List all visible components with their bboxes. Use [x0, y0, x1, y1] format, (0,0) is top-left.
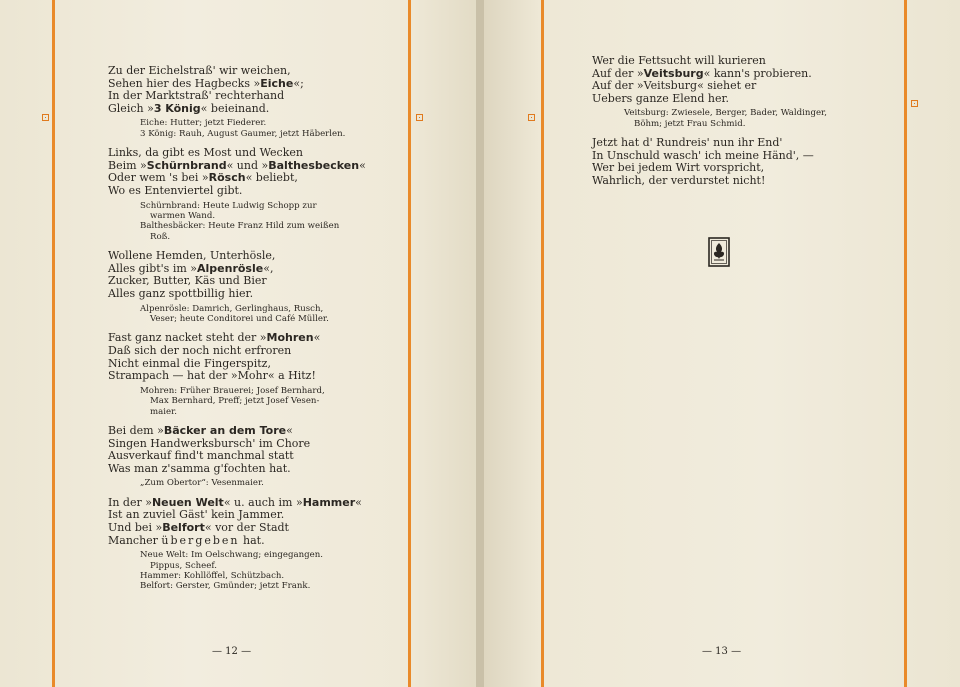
- verse-text: Bei dem »: [108, 423, 164, 437]
- verse-line: [592, 175, 854, 188]
- verse-text: hat.: [239, 533, 265, 547]
- verse-text: Fast ganz nacket steht der »: [108, 331, 267, 345]
- verse-text: Auf der »Veitsburg« siehet er: [592, 79, 757, 93]
- verse-text: Wahrlich, der verdurstet nicht!: [592, 173, 766, 187]
- fleur-emblem-icon: [708, 237, 730, 267]
- footnote-line: 3 König: Rauh, August Gaumer, jetzt Häberlen.: [140, 128, 346, 139]
- page-number-right: — 13 —: [702, 646, 742, 657]
- verse-text: «;: [293, 76, 304, 90]
- inn-name: Eiche: [260, 76, 294, 90]
- footnote-line: Max Bernhard, Preff; jetzt Josef Vesen-: [150, 396, 320, 407]
- right-inner-rule: [541, 0, 544, 687]
- verse-text: Alles gibt's im »: [108, 261, 197, 275]
- verse-text: Nicht einmal die Fingerspitz,: [108, 356, 271, 370]
- verse-text: In der Marktstraß' rechterhand: [108, 89, 285, 103]
- footnote-block: [624, 108, 854, 129]
- verse-text: Was man z'samma g'fochten hat.: [108, 461, 291, 475]
- verse-line: [108, 288, 364, 301]
- inn-name: Rösch: [208, 171, 246, 185]
- verse-text: Ausverkauf find't manchmal statt: [108, 449, 294, 463]
- footnote-line: Böhm; jetzt Frau Schmid.: [634, 118, 746, 129]
- footnote-line: Belfort: Gerster, Gmünder; jetzt Frank.: [140, 581, 311, 592]
- corner-ornament-icon: [528, 114, 535, 121]
- footnote-line: Schürnbrand: Heute Ludwig Schopp zur: [140, 200, 317, 211]
- footnote-block: [140, 550, 364, 592]
- verse-line: [108, 370, 364, 383]
- verse-text: Singen Handwerksbursch' im Chore: [108, 436, 311, 450]
- verse-text: « und »: [226, 158, 269, 172]
- stanza: [108, 65, 364, 115]
- footnote-line: Veser; heute Conditorei und Café Müller.: [150, 313, 329, 324]
- footnote-line: Neue Welt: Im Oelschwang; eingegangen.: [140, 550, 324, 561]
- stanza: [592, 137, 854, 187]
- inn-name: Alpenrösle: [197, 261, 264, 275]
- spaced-word: übergeben: [161, 533, 240, 547]
- corner-ornament-icon: [911, 100, 918, 107]
- verse-text: «: [355, 495, 362, 509]
- inn-name: Schürnbrand: [146, 158, 227, 172]
- footnote-line: warmen Wand.: [150, 210, 216, 221]
- verse-text: Und bei »: [108, 520, 163, 534]
- verse-text: In Unschuld wasch' ich meine Händ', —: [592, 148, 814, 162]
- verse-line: [108, 463, 364, 476]
- verse-text: «,: [263, 261, 274, 275]
- verse-text: Uebers ganze Elend her.: [592, 91, 730, 105]
- stanza: [108, 425, 364, 475]
- verse-text: Gleich »: [108, 101, 154, 115]
- verse-text: «: [286, 423, 293, 437]
- footnote-line: Balthesbäcker: Heute Franz Hild zum weißen: [140, 221, 340, 232]
- inn-name: Mohren: [266, 331, 314, 345]
- verse-line: [108, 103, 364, 116]
- stanza: [108, 147, 364, 197]
- left-outer-rule: [52, 0, 55, 687]
- verse-text: « beliebt,: [245, 171, 298, 185]
- verse-text: «: [313, 331, 321, 345]
- book-gutter: [476, 0, 484, 687]
- corner-ornament-icon: [416, 114, 423, 121]
- verse-text: « kann's probieren.: [703, 66, 812, 80]
- verse-text: Zucker, Butter, Käs und Bier: [108, 274, 267, 288]
- verse-text: Wer bei jedem Wirt vorspricht,: [592, 161, 765, 175]
- verse-line: [592, 93, 854, 106]
- inn-name: Veitsburg: [643, 66, 704, 80]
- verse-text: Mancher: [108, 533, 162, 547]
- corner-ornament-icon: [42, 114, 49, 121]
- verse-text: In der »: [108, 495, 152, 509]
- inn-name: Belfort: [162, 520, 205, 534]
- verse-text: Auf der »: [592, 66, 644, 80]
- stanza: [108, 497, 364, 547]
- footnote-block: [140, 118, 364, 139]
- verse-text: Wo es Entenviertel gibt.: [108, 183, 243, 197]
- verse-text: Oder wem 's bei »: [108, 171, 209, 185]
- inn-name: Neuen Welt: [151, 495, 224, 509]
- inn-name: 3 König: [153, 101, 201, 115]
- footnote-line: Mohren: Früher Brauerei; Josef Bernhard,: [140, 385, 325, 396]
- verse-text: Links, da gibt es Most und Wecken: [108, 146, 303, 160]
- stanza: [108, 250, 364, 300]
- verse-text: Ist an zuviel Gäst' kein Jammer.: [108, 508, 285, 522]
- stanza: [592, 55, 854, 105]
- inn-name: Balthesbecken: [268, 158, 360, 172]
- footnote-line: Eiche: Hutter; jetzt Fiederer.: [140, 118, 267, 129]
- footnote-block: [140, 386, 364, 417]
- verse-text: Strampach — hat der »Mohr« a Hitz!: [108, 369, 316, 383]
- verse-text: « u. auch im »: [223, 495, 303, 509]
- footnote-block: [140, 201, 364, 243]
- footnote-line: Roß.: [150, 231, 171, 242]
- footnote-line: Hammer: Kohllöffel, Schützbach.: [140, 570, 285, 581]
- verse-text: Alles ganz spottbillig hier.: [108, 286, 254, 300]
- right-page-text: [592, 55, 854, 198]
- left-page-text: [108, 65, 364, 600]
- right-outer-rule: [904, 0, 907, 687]
- verse-text: Daß sich der noch nicht erfroren: [108, 343, 292, 357]
- verse-text: « vor der Stadt: [204, 520, 289, 534]
- stanza: [108, 332, 364, 382]
- verse-text: Zu der Eichelstraß' wir weichen,: [108, 64, 291, 77]
- footnote-block: [140, 478, 364, 488]
- verse-text: Wer die Fettsucht will kurieren: [592, 54, 766, 67]
- verse-text: Sehen hier des Hagbecks »: [108, 76, 261, 90]
- verse-text: « beieinand.: [200, 101, 270, 115]
- verse-text: Jetzt hat d' Rundreis' nun ihr End': [592, 136, 783, 150]
- footnote-line: maier.: [150, 406, 178, 417]
- inn-name: Bäcker an dem Tore: [163, 423, 287, 437]
- inn-name: Hammer: [302, 495, 356, 509]
- footnote-line: Alpenrösle: Damrich, Gerlinghaus, Rusch,: [140, 303, 324, 314]
- footnote-block: [140, 304, 364, 325]
- footnote-line: Pippus, Scheef.: [150, 560, 217, 571]
- verse-text: Wollene Hemden, Unterhösle,: [108, 249, 276, 263]
- verse-text: «: [359, 158, 366, 172]
- footnote-line: Veitsburg: Zwiesele, Berger, Bader, Waldinger,: [624, 108, 827, 119]
- page-number-left: — 12 —: [212, 646, 252, 657]
- verse-line: [108, 535, 364, 548]
- verse-line: [108, 185, 364, 198]
- verse-text: Beim »: [108, 158, 147, 172]
- left-inner-rule: [408, 0, 411, 687]
- footnote-line: „Zum Obertor“: Vesenmaier.: [140, 478, 264, 489]
